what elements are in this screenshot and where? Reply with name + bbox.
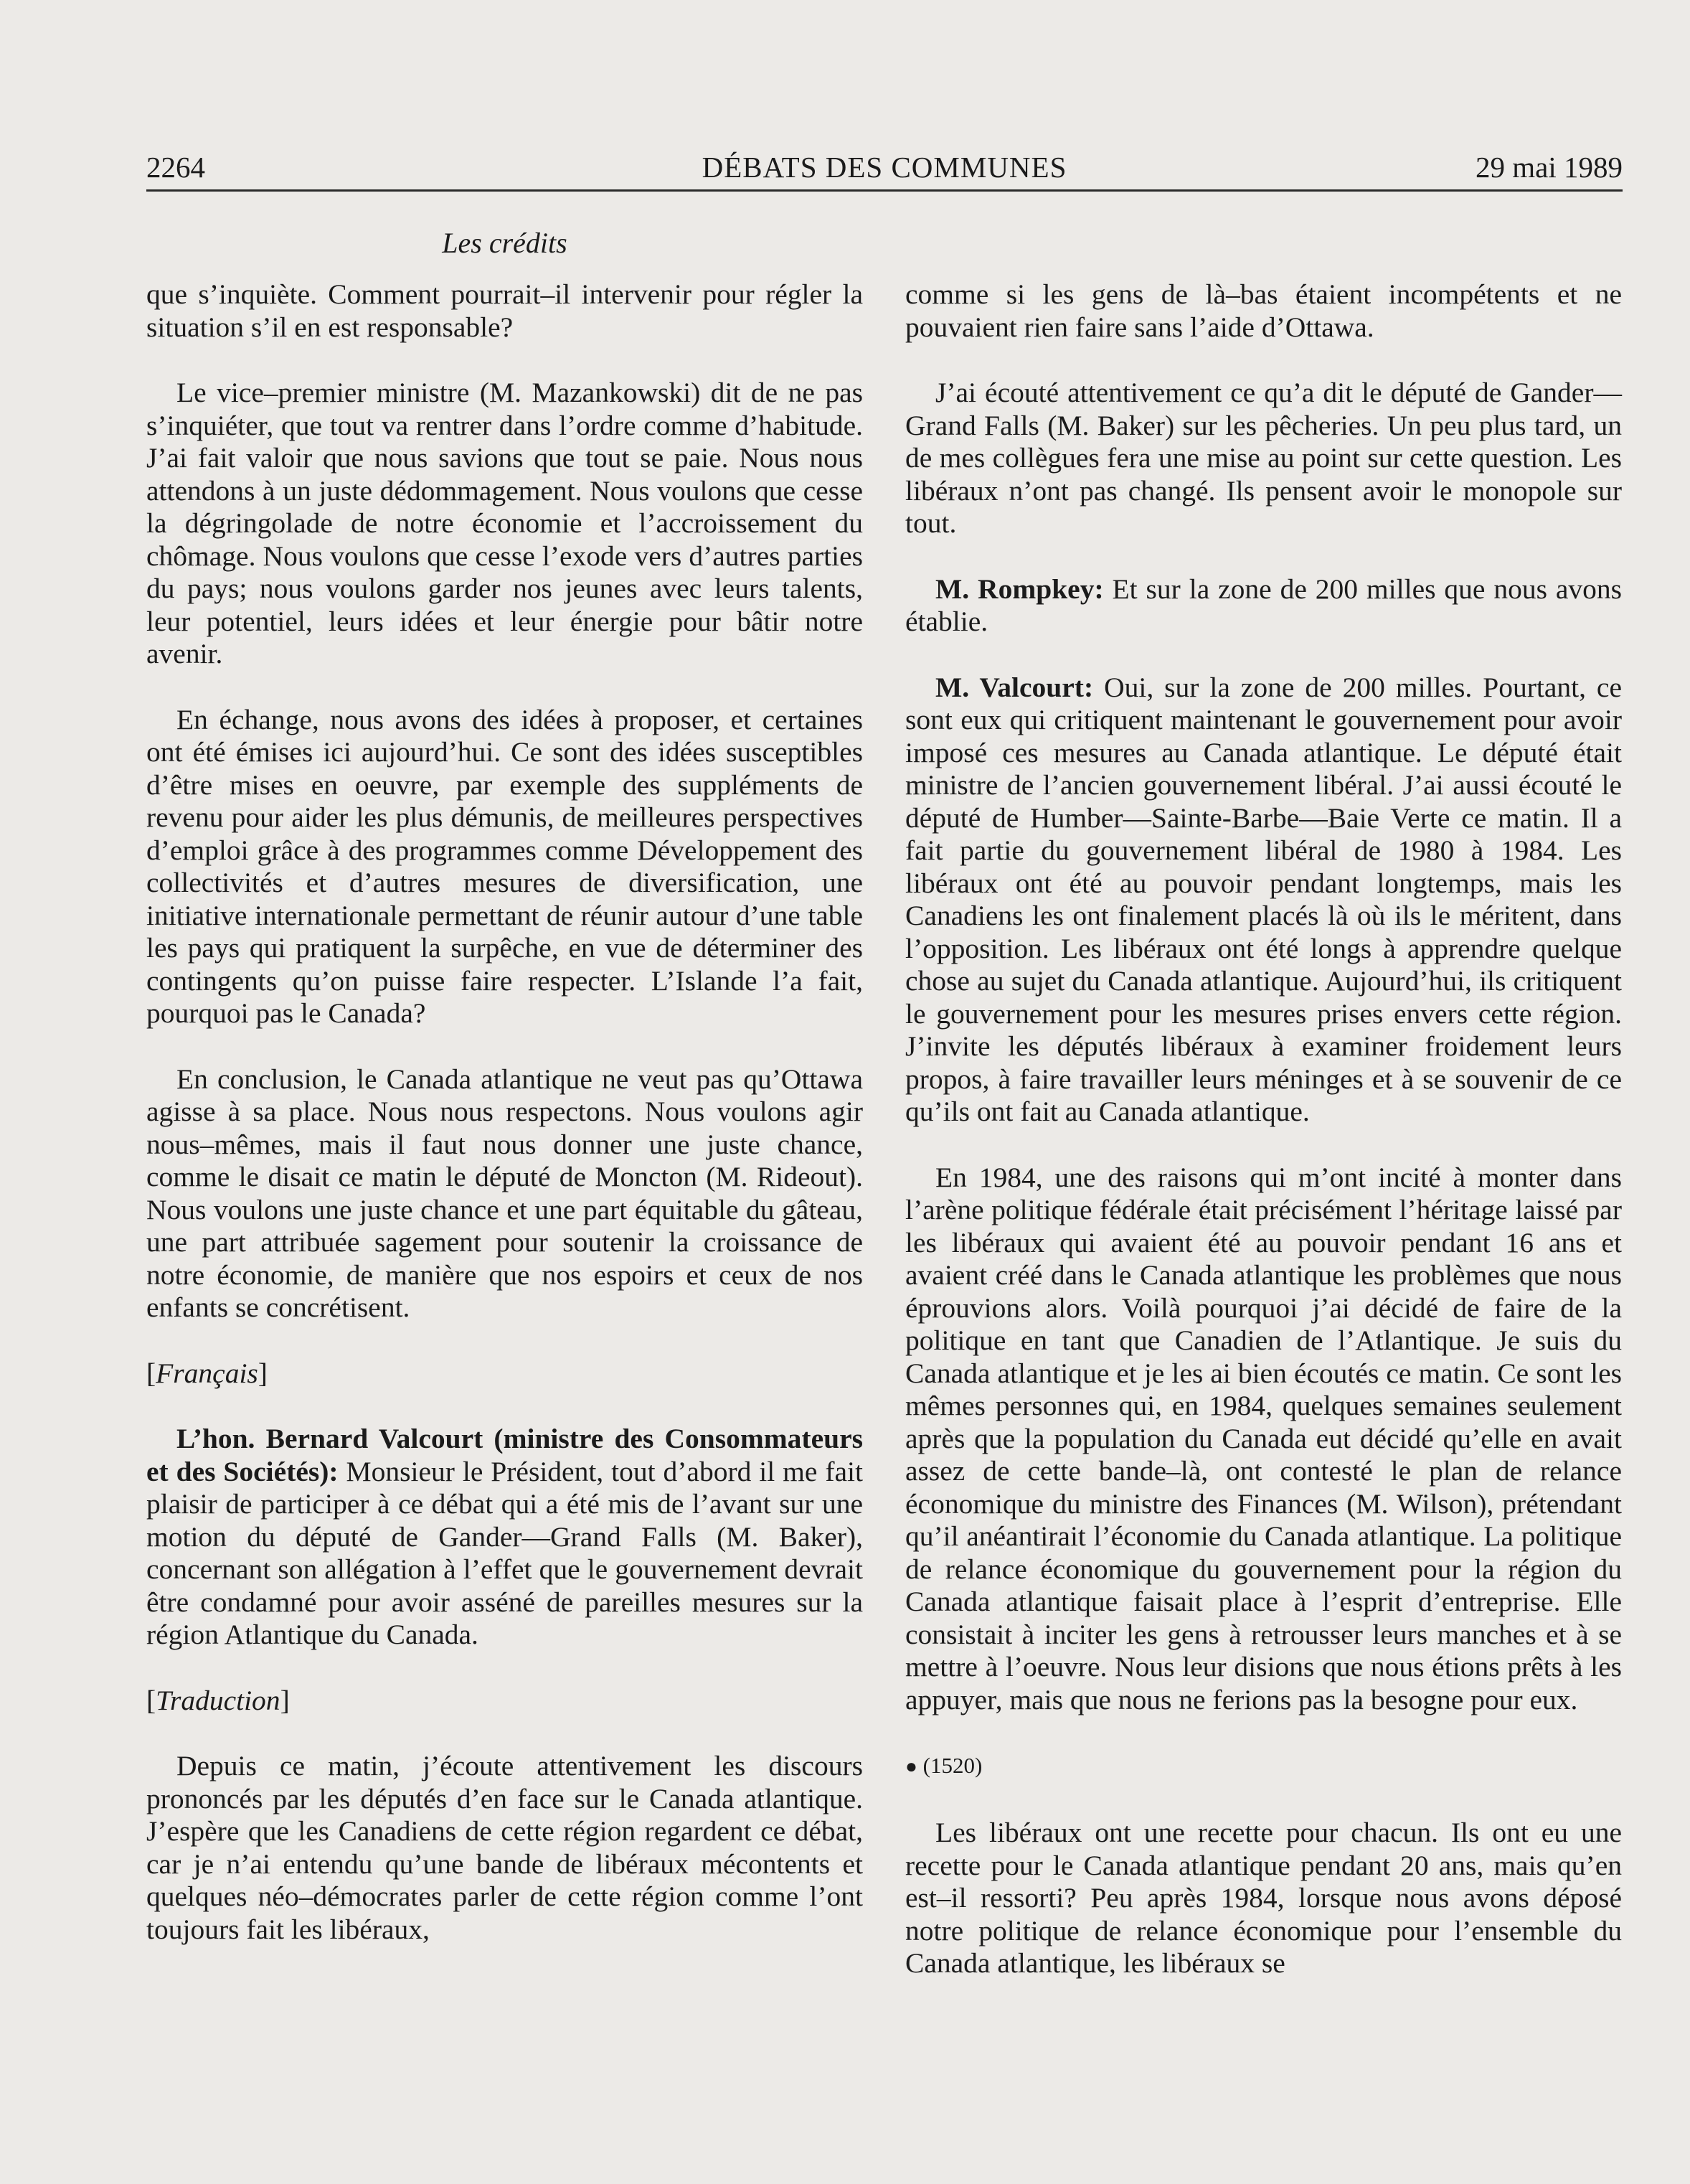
paragraph: comme si les gens de là–bas étaient incompétents et ne pouvaient rien faire sans l’aide d’Ottawa. [905,278,1622,343]
speaker-name: M. Rompkey: [935,573,1104,605]
left-column [146,278,863,1979]
paragraph: que s’inquiète. Comment pourrait–il intervenir pour régler la situation s’il en est responsable? [146,278,863,343]
language-label: Français [156,1357,258,1389]
paragraph: Les libéraux ont une recette pour chacun. Ils ont eu une recette pour le Canada atlantique pendant 20 ans, mais qu’en est–il ressorti? Peu après 1984, lorsque nous avons déposé notre politique de relance économique pour l’ensemble du Canada atlantique, les libéraux se [905,1817,1622,1979]
speech-paragraph [905,672,1622,1129]
time-marker [905,1749,1622,1784]
paragraph: En 1984, une des raisons qui m’ont incité à monter dans l’arène politique fédérale était précisément l’héritage laissé par les libéraux qui avaient été au pouvoir pendant 16 ans et avaient créé dans le Canada atlantique les problèmes que nous éprouvions alors. Voilà pourquoi j’ai décidé de faire de la politique en tant que Canadien de l’Atlantique. Je suis du Canada atlantique et je les ai bien écoutés ce matin. Ce sont les mêmes personnes qui, en 1984, quelques semaines seulement après que la population du Canada eut décidé qu’elle en avait assez de cette bande–là, ont contesté le plan de relance économique du ministre des Finances (M. Wilson), prétendant qu’il anéantirait l’économie du Canada atlantique. La politique de relance économique du gouvernement pour la région du Canada atlantique faisait place à l’esprit d’entreprise. Elle consistait à inciter les gens à retrousser leurs manches et à se mettre à l’oeuvre. Nous leur disions que nous étions prêts à les appuyer, mais que nous ne ferions pas la besogne pour eux. [905,1161,1622,1715]
time-marker-text: (1520) [922,1753,983,1778]
right-column [905,278,1622,2013]
speech-text: Et sur la zone de 200 milles que nous avons établie. [905,573,1623,637]
page-number: 2264 [146,151,205,184]
paragraph: J’ai écouté attentivement ce qu’a dit le député de Gander—Grand Falls (M. Baker) sur les pêcheries. Un peu plus tard, un de mes collègues fera une mise au point sur cette question. Les libéraux n’ont pas changé. Ils pensent avoir le monopole sur tout. [905,377,1622,539]
paragraph: En échange, nous avons des idées à proposer, et certaines ont été émises ici aujourd’hui. Ce sont des idées susceptibles d’être mises en oeuvre, par exemple des suppléments de revenu pour aider les plus démunis, de meilleures perspectives d’emploi grâce à des programmes comme Développement des collectivités et d’autres mesures de diversification, une initiative internationale permettant de réunir autour d’une table les pays qui pratiquent la surpêche, en vue de déterminer des contingents qu’on puisse faire respecter. L’Islande l’a fait, pourquoi pas le Canada? [146,703,863,1029]
speech-paragraph [905,573,1622,639]
paragraph: Le vice–premier ministre (M. Mazankowski) dit de ne pas s’inquiéter, que tout va rentrer dans l’ordre comme d’habitude. J’ai fait valoir que nous savions que tout se paie. Nous nous attendons à un juste dédommagement. Nous voulons que cesse la dégringolade de notre économie et l’accroissement du chômage. Nous voulons que cesse l’exode vers d’autres parties du pays; nous voulons garder nos jeunes avec leurs talents, leur potentiel, leurs idées et leur énergie pour bâtir notre avenir. [146,377,863,669]
language-label: Traduction [156,1684,280,1716]
paragraph: Depuis ce matin, j’écoute attentivement les discours prononcés par les députés d’en face sur le Canada atlantique. J’espère que les Canadiens de cette région regardent ce débat, car je n’ai entendu qu’une bande de libéraux mécontents et quelques néo–démocrates parler de cette région comme l’ont toujours fait les libéraux, [146,1750,863,1945]
bullet-icon: ● [905,1756,917,1778]
running-header [146,146,1623,189]
section-title: Les crédits [442,227,567,259]
speech-text: Monsieur le Président, tout d’abord il me fait plaisir de participer à ce débat qui a été mis de l’avant sur une motion du député de Gander—Grand Falls (M. Baker), concernant son allégation à l’effet que le gouvernement devrait être condamné pour avoir asséné de pareilles mesures sur la région Atlantique du Canada. [146,1455,864,1650]
speech-text: Oui, sur la zone de 200 milles. Pourtant, ce sont eux qui critiquent maintenant le gouvernement pour avoir imposé ces mesures au Canada atlantique. Le député était ministre de l’ancien gouvernement libéral. J’ai aussi écouté le député de Humber—Sainte-Barbe—Baie Verte ce matin. Il a fait partie du gouvernement libéral de 1980 à 1984. Les libéraux ont été au pouvoir pendant longtemps, mais les Canadiens les ont finalement placés là où ils le méritent, dans l’opposition. Les libéraux ont été longs à apprendre quelque chose au sujet du Canada atlantique. Aujourd’hui, ils critiquent le gouvernement pour les mesures prises envers cette région. J’invite les députés libéraux à examiner froidement leurs propos, à faire travailler leurs méninges et à se souvenir de ce qu’ils ont fait au Canada atlantique. [905,671,1622,1127]
speaker-name: M. Valcourt: [935,671,1094,703]
issue-date: 29 mai 1989 [1476,151,1623,184]
language-tag: [Traduction] [146,1684,290,1716]
paragraph: En conclusion, le Canada atlantique ne veut pas qu’Ottawa agisse à sa place. Nous nous respectons. Nous voulons agir nous–mêmes, mais il faut nous donner une juste chance, comme le disait ce matin le député de Moncton (M. Rideout). Nous voulons une juste chance et une part équitable du gâteau, une part attribuée sagement pour soutenir la croissance de notre économie, de manière que nos espoirs et ceux de nos enfants se concrétisent. [146,1063,863,1323]
header-rule [146,189,1623,192]
publication-title: DÉBATS DES COMMUNES [702,151,1067,184]
language-tag: [Français] [146,1357,268,1389]
speech-paragraph [146,1423,863,1652]
speaker-name: L’hon. Bernard Valcourt (ministre des Consommateurs et des Sociétés): [146,1423,863,1487]
